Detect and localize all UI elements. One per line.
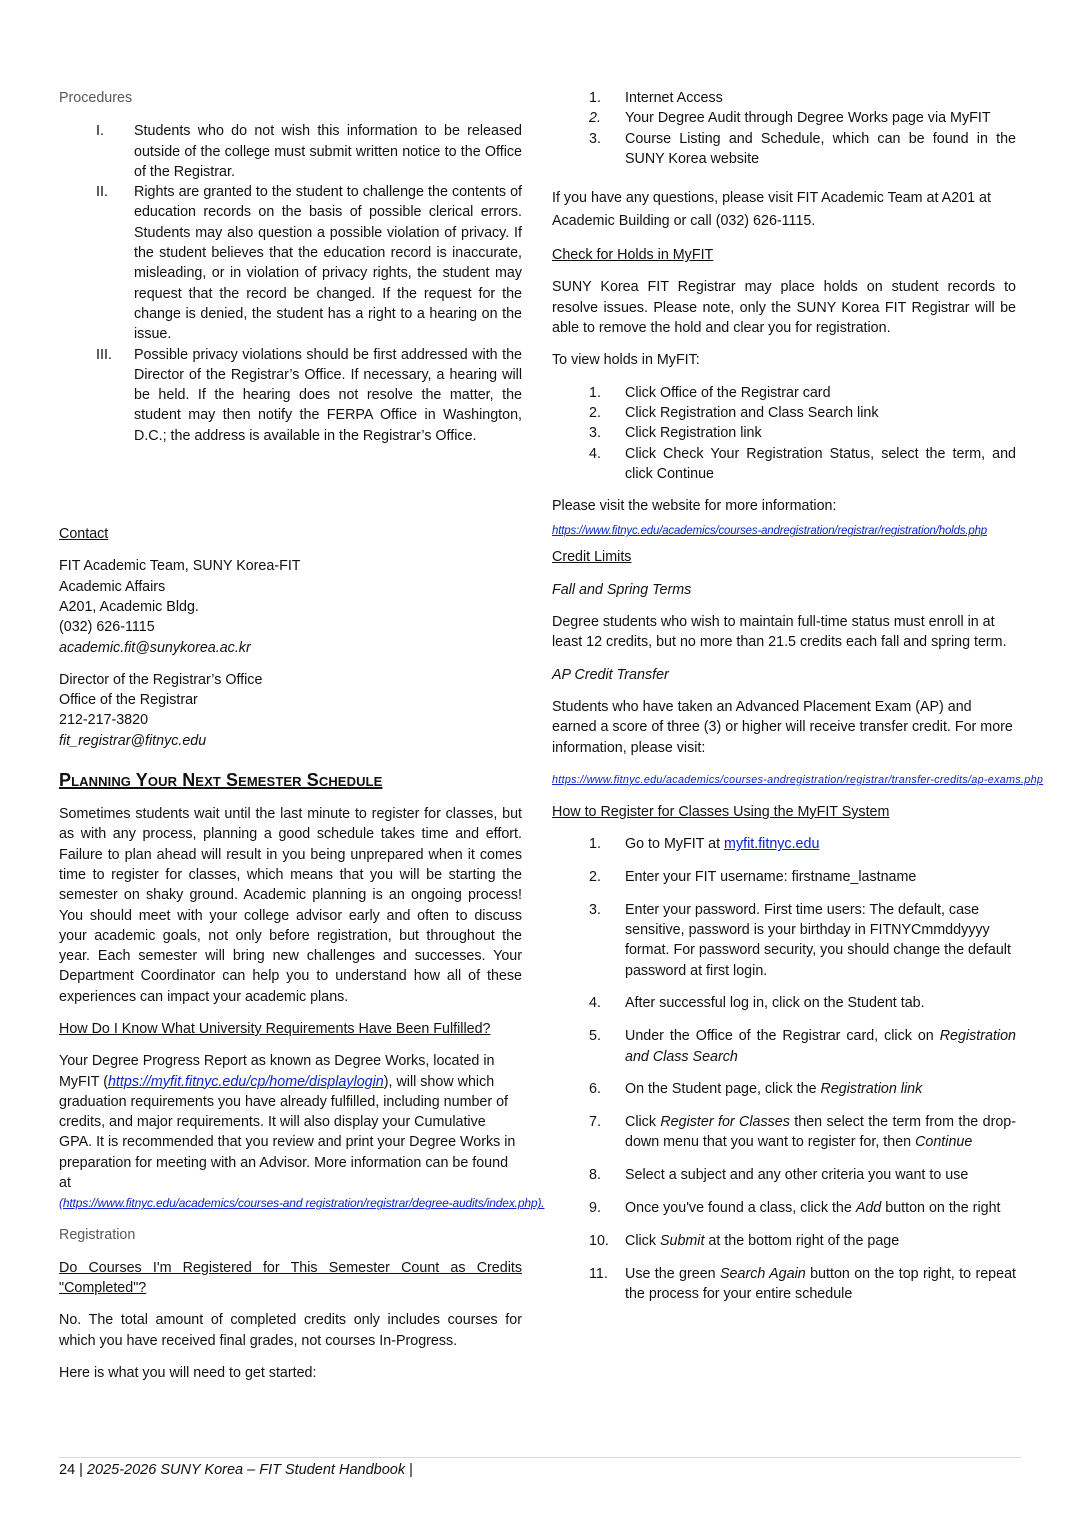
contact-block-registrar: Director of the Registrar’s Office Office of the Registrar 212-217-3820 fit_registrar@fitnyc.edu bbox=[59, 670, 522, 751]
list-item: 8. Select a subject and any other criteria you want to use bbox=[589, 1167, 969, 1184]
academic-email: academic.fit@sunykorea.ac.kr bbox=[59, 639, 251, 656]
list-item: 2. Enter your FIT username: firstname_lastname bbox=[589, 868, 917, 885]
list-item: 3. Course Listing and Schedule, which can be found in the SUNY Korea website bbox=[589, 130, 1016, 167]
list-item: 10. Click Submit at the bottom right of the page bbox=[589, 1232, 900, 1249]
list-item: III. Possible privacy violations should be first addressed with the Director of the Registrar’s Office. If necessary, a hearing will be held. If the hearing does not resolve the matter, the student may then notify the FERPA Office in Washington, D.C.; the address is available in the Registrar’s Office. bbox=[96, 346, 522, 444]
completed-credits-paragraph: No. The total amount of completed credits only includes courses for which you have received final grades, not courses In-Progress. bbox=[59, 1312, 522, 1349]
list-item: 4. Click Check Your Registration Status, select the term, and click Continue bbox=[589, 445, 1016, 482]
completed-credits-heading: Do Courses I'm Registered for This Semester Count as Credits "Completed"? bbox=[59, 1259, 522, 1296]
questions-paragraph: If you have any questions, please visit FIT Academic Team at A201 at Academic Building or call (032) 626-1115. bbox=[552, 190, 991, 230]
view-holds-text: To view holds in MyFIT: bbox=[552, 352, 700, 369]
handbook-title: 2025-2026 SUNY Korea – FIT Student Handbook bbox=[86, 1462, 406, 1478]
register-steps-list bbox=[552, 834, 1016, 1304]
holds-link[interactable]: https://www.fitnyc.edu/academics/courses-andregistration/registrar/registration/holds.php bbox=[552, 524, 987, 538]
requirements-heading: How Do I Know What University Requirements Have Been Fulfilled? bbox=[59, 1020, 491, 1037]
holds-paragraph: SUNY Korea FIT Registrar may place holds on student records to resolve issues. Please note, only the SUNY Korea FIT Registrar will be able to remove the hold and clear you for registration. bbox=[552, 279, 1016, 337]
procedures-list bbox=[59, 121, 522, 446]
get-started-text: Here is what you will need to get started: bbox=[59, 1364, 317, 1381]
degree-audits-link[interactable]: (https://www.fitnyc.edu/academics/courses-and registration/registrar/degree-audits/index.php). bbox=[59, 1196, 545, 1211]
holds-steps-list bbox=[552, 383, 1016, 484]
list-item: 1. Internet Access bbox=[589, 90, 723, 106]
ap-credit-paragraph: Students who have taken an Advanced Placement Exam (AP) and earned a score of three (3) or higher will receive transfer credit. For more information, please visit: bbox=[552, 698, 1013, 756]
list-item: 7. Click Register for Classes then select the term from the drop-down menu that you want to register for, then Continue bbox=[589, 1114, 1017, 1151]
myfit-login-link[interactable]: https://myfit.fitnyc.edu/cp/home/displaylogin bbox=[107, 1073, 384, 1090]
myfit-link[interactable]: myfit.fitnyc.edu bbox=[724, 836, 820, 853]
section-heading-planning: Planning Your Next Semester Schedule bbox=[59, 770, 383, 791]
registration-label: Registration bbox=[59, 1227, 136, 1244]
requirements-needed-list bbox=[552, 88, 1016, 169]
fall-spring-heading: Fall and Spring Terms bbox=[552, 581, 692, 598]
page-footer: 24 | 2025-2026 SUNY Korea – FIT Student Handbook | bbox=[59, 1457, 1021, 1478]
holds-heading: Check for Holds in MyFIT bbox=[552, 247, 714, 264]
list-item: 3. Enter your password. First time users: The default, case sensitive, password is your birthday in FITNYCmmddyyyy format. For password security, you should change the default password at first login. bbox=[589, 901, 1011, 979]
list-item: 3. Click Registration link bbox=[589, 425, 762, 442]
right-column bbox=[552, 88, 1044, 1317]
list-item: 9. Once you've found a class, click the Add button on the right bbox=[589, 1199, 1001, 1216]
left-column bbox=[59, 88, 545, 1383]
page-number: 24 bbox=[59, 1462, 76, 1478]
list-item: 6. On the Student page, click the Registration link bbox=[589, 1081, 923, 1098]
ap-exams-link[interactable]: https://www.fitnyc.edu/academics/courses-andregistration/registrar/transfer-credits/ap-exams.php bbox=[552, 773, 1044, 786]
visit-website-text: Please visit the website for more information: bbox=[552, 498, 837, 515]
registrar-email: fit_registrar@fitnyc.edu bbox=[59, 732, 207, 749]
list-item: 4. After successful log in, click on the Student tab. bbox=[589, 995, 925, 1012]
list-item: 5. Under the Office of the Registrar card, click on Registration and Class Search bbox=[589, 1028, 1016, 1065]
list-item: 1. Go to MyFIT at myfit.fitnyc.edu bbox=[589, 836, 820, 853]
procedures-label: Procedures bbox=[59, 90, 133, 106]
list-item: 1. Click Office of the Registrar card bbox=[589, 384, 831, 401]
requirements-paragraph: Your Degree Progress Report as known as Degree Works, located in MyFIT (https://myfit.fitnyc.edu/cp/home/displaylogin), will show which graduation requirements you have already fulfilled, including number of credits, and major requirements. It will also display your Cumulative GPA. It is recommended that you review and print your Degree Works in preparation for meeting with an Advisor. More information can be found at bbox=[59, 1053, 516, 1192]
list-item: 2. Your Degree Audit through Degree Works page via MyFIT bbox=[589, 110, 991, 127]
planning-paragraph: Sometimes students wait until the last minute to register for classes, but as with any process, planning a good schedule takes time and effort. Failure to plan ahead will result in you being unprepared when it comes time to register for classes, which means that you will be starting the semester on shaky ground. Academic planning is an ongoing process! You should meet with your college advisor early and often to discuss your academic goals, not only before registration, but throughout the year. Each semester will bring new challenges and successes. Your Department Coordinator can help you to understand how all of these experiences can impact your academic plans. bbox=[59, 806, 522, 1005]
list-item: II. Rights are granted to the student to challenge the contents of education records on the basis of possible clerical errors. Students may also question a possible violation of privacy. If the student believes that the education record is inaccurate, misleading, or in violation of privacy rights, the student may request that the record be changed. If the request for the change is denied, the student has a right to a hearing on the issue. bbox=[96, 184, 522, 343]
register-heading: How to Register for Classes Using the MyFIT System bbox=[552, 803, 890, 820]
ap-credit-heading: AP Credit Transfer bbox=[552, 666, 669, 683]
credit-limits-heading: Credit Limits bbox=[552, 549, 632, 566]
list-item: I. Students who do not wish this information to be released outside of the college must submit written notice to the Office of the Registrar. bbox=[96, 123, 522, 180]
contact-block-academic: FIT Academic Team, SUNY Korea-FIT Academic Affairs A201, Academic Bldg. (032) 626-1115 academic.fit@sunykorea.ac.kr bbox=[59, 556, 522, 657]
fall-spring-paragraph: Degree students who wish to maintain full-time status must enroll in at least 12 credits, but no more than 21.5 credits each fall and spring term. bbox=[552, 614, 1007, 651]
list-item: 11. Use the green Search Again button on the top right, to repeat the process for your entire schedule bbox=[589, 1265, 1016, 1302]
list-item: 2. Click Registration and Class Search link bbox=[589, 404, 879, 421]
contact-label: Contact bbox=[59, 526, 109, 543]
